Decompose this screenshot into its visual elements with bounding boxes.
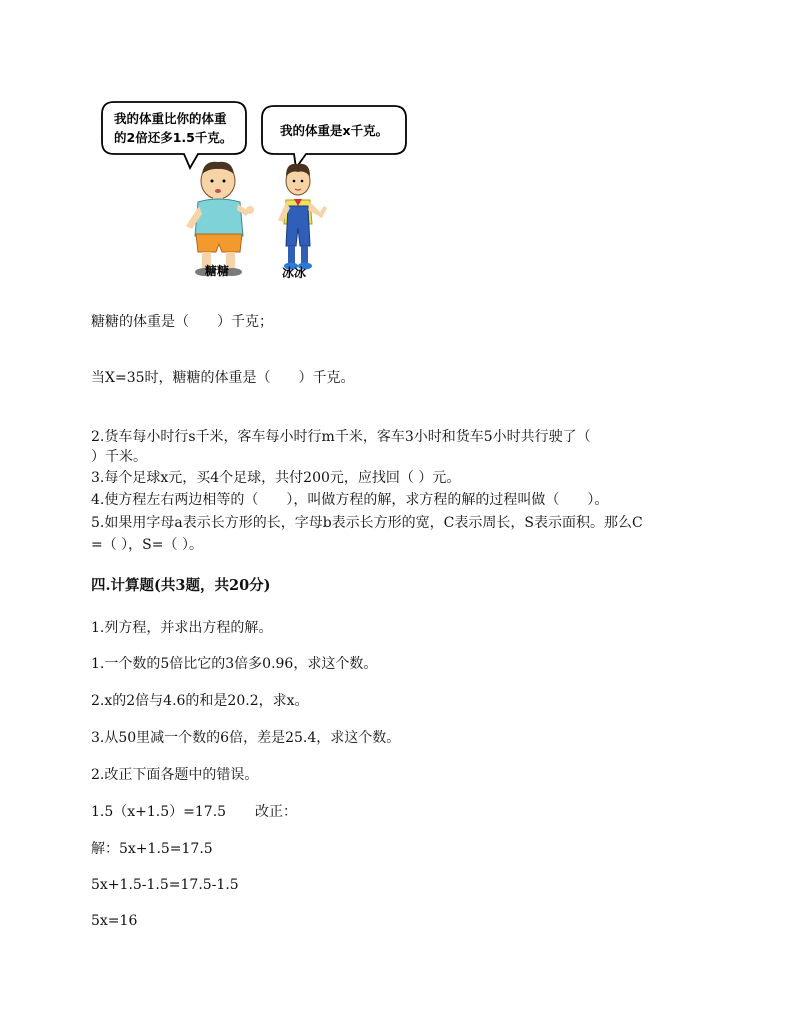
calc-problem-1-1: 1.一个数的5倍比它的3倍多0.96，求这个数。 bbox=[91, 656, 378, 672]
question-4: 4.使方程左右两边相等的（ ），叫做方程的解，求方程的解的过程叫做（ ）。 bbox=[91, 492, 609, 508]
calc-problem-1-2: 2.x的2倍与4.6的和是20.2，求x。 bbox=[91, 693, 309, 709]
question-2-line2: ）千米。 bbox=[91, 449, 147, 465]
question-2-line1: 2.货车每小时行s千米，客车每小时行m千米，客车3小时和货车5小时共行驶了（ bbox=[91, 429, 591, 445]
illustration bbox=[100, 96, 420, 286]
question-1b: 当X=35时，糖糖的体重是（ ）千克。 bbox=[91, 370, 355, 386]
section-4-heading: 四.计算题(共3题，共20分) bbox=[91, 577, 271, 594]
question-3: 3.每个足球x元，买4个足球，共付200元，应找回（ ）元。 bbox=[91, 470, 461, 486]
boy-bingbing-figure bbox=[278, 164, 327, 270]
solution-step-3: 5x=16 bbox=[91, 913, 138, 929]
left-bubble-line2: 的2倍还多1.5千克。 bbox=[114, 130, 233, 145]
boy-tangtang-figure bbox=[186, 162, 254, 276]
equation-original: 1.5（x+1.5）=17.5 bbox=[91, 804, 227, 820]
solution-step-1: 解：5x+1.5=17.5 bbox=[91, 841, 213, 857]
question-5-line2: =（ ），S=（ ）。 bbox=[91, 537, 203, 553]
correction-label: 改正： bbox=[255, 804, 297, 820]
question-5-line1: 5.如果用字母a表示长方形的长，字母b表示长方形的宽，C表示周长，S表示面积。那么C bbox=[91, 515, 643, 531]
calc-problem-1-3: 3.从50里减一个数的6倍，差是25.4，求这个数。 bbox=[91, 730, 401, 746]
name-label-bingbing: 冰冰 bbox=[282, 266, 307, 280]
solution-step-2: 5x+1.5-1.5=17.5-1.5 bbox=[91, 877, 239, 893]
left-bubble-line1: 我的体重比你的体重 bbox=[114, 111, 227, 126]
calc-problem-1: 1.列方程，并求出方程的解。 bbox=[91, 620, 273, 636]
question-1a: 糖糖的体重是（ ）千克； bbox=[91, 314, 273, 330]
name-label-tangtang: 糖糖 bbox=[205, 264, 230, 278]
right-bubble-text: 我的体重是x千克。 bbox=[280, 123, 389, 138]
calc-problem-2: 2.改正下面各题中的错误。 bbox=[91, 767, 259, 783]
